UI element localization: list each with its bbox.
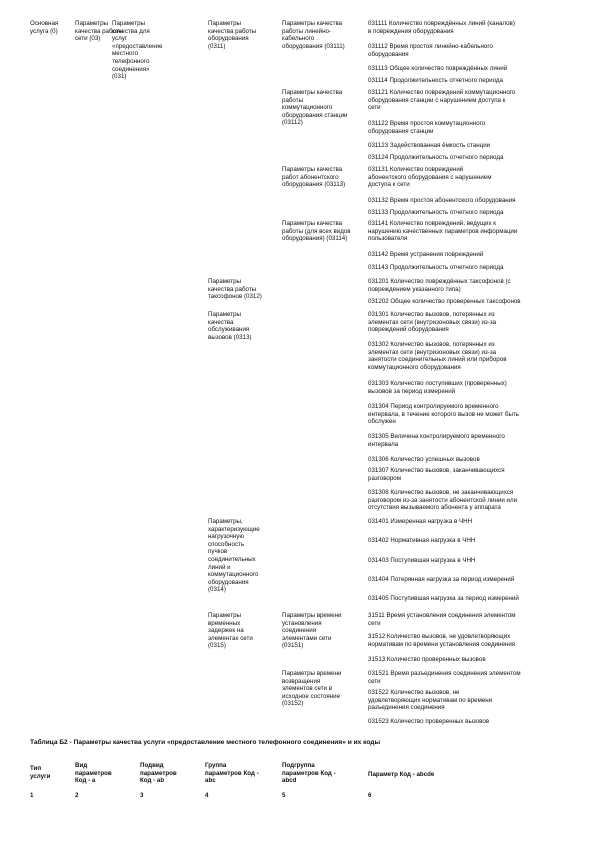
table-b2-caption: Таблица Б2 - Параметры качества услуги «предоставление местного телефонного соединения» и их коды [30, 739, 381, 746]
parameter-031522: 031522 Количество вызовов, не удовлетворяющих нормативам по времени разъединения соединения [368, 689, 493, 712]
param-group-0312: Параметры качества работы таксофонов (0312) [208, 278, 262, 301]
parameter-031132: 031132 Время простоя абонентского оборудования [368, 197, 516, 204]
parameter-31512: 31512 Количество вызовов, не удовлетворяющих нормативам по времени установления соединения [368, 633, 516, 648]
param-subgroup-03152: Параметры времени возвращения элементов сети в исходное состояние (03152) [282, 670, 342, 708]
parameter-031112: 031112 Время простоя линейно-кабельного оборудования [368, 43, 493, 58]
parameter-031401: 031401 Измеренная нагрузка в ЧНН [368, 518, 473, 525]
param-subgroup-03111: Параметры качества работы линейно- кабельного оборудования (03111) [282, 20, 345, 50]
parameter-031308: 031308 Количество вызовов, не заканчивающихся разговором из-за занятости абонентской линии или отсутствия вызываемого абонента у аппарата [368, 489, 518, 512]
param-group-0311: Параметры качества работы оборудования (0311) [208, 20, 257, 50]
parameter-031404: 031404 Потерянная нагрузка за период измерений [368, 576, 515, 583]
parameter-031133: 031133 Продолжительность отчетного периода [368, 209, 504, 216]
parameter-31511: 31511 Время установления соединения элементом сети [368, 612, 516, 627]
parameter-031124: 031124 Продолжительность отчетного периода [368, 154, 504, 161]
param-group-0313: Параметры качества обслуживания вызовов (0313) [208, 311, 252, 341]
parameter-031121: 031121 Количество повреждений коммутационного оборудования станции с нарушением доступа к сети [368, 89, 516, 112]
b2-column-number: 3 [140, 792, 144, 799]
param-subgroup-03112: Параметры качества работы коммутационного оборудования станции (03112) [282, 89, 348, 127]
parameter-031143: 031143 Продолжительность отчетного периода [368, 264, 504, 271]
b2-header-subgroup: Подгруппа параметров Код - abcd [282, 762, 336, 785]
param-group-0315: Параметры временных задержек на элементах сети (0315) [208, 612, 253, 650]
b2-column-number: 4 [205, 792, 209, 799]
parameter-031114: 031114 Продолжительность отчетного периода [368, 77, 503, 84]
parameter-031523: 031523 Количество проверенных вызовов [368, 718, 490, 725]
b2-header-subkind: Подвид параметров Код - ab [140, 762, 177, 785]
service-type-cell: Основная услуга (0) [30, 20, 59, 35]
b2-column-number: 1 [30, 792, 34, 799]
b2-header-group: Группа параметров Код - abc [205, 762, 259, 785]
b2-column-number: 6 [368, 792, 372, 799]
parameter-031301: 031301 Количество вызовов, потерянных из элементах сети (внутризоновых связи) из-за повреждений оборудования [368, 311, 497, 334]
parameter-031304: 031304 Период контролируемого временного интервала, в течение которого вызов не может быть обслужен [368, 403, 519, 426]
parameter-031141: 031141 Количество повреждений, ведущих к нарушению качественных параметров информации пользователя [368, 220, 518, 243]
b2-header-service-type: Тип услуги [30, 765, 51, 780]
parameter-031305: 031305 Величина контролируемого временного интервала [368, 433, 505, 448]
param-subgroup-03114: Параметры качества работы (для всех видов оборудования) (03114) [282, 220, 351, 243]
parameter-031142: 031142 Время устранения повреждений [368, 251, 484, 258]
parameter-031403: 031403 Поступившая нагрузка в ЧНН [368, 557, 476, 564]
b2-header-kind: Вид параметров Код - а [75, 762, 112, 785]
param-subgroup-03151: Параметры времени установления соединения элементами сети (03151) [282, 612, 342, 650]
b2-column-number: 5 [282, 792, 286, 799]
parameter-031113: 031113 Общее количество повреждённых линий [368, 65, 508, 72]
parameter-031122: 031122 Время простоя коммутационного оборудования станции [368, 120, 486, 135]
param-group-0314: Параметры, характеризующие нагрузочную способность пучков соединительных линий и коммутационного оборудования (0314) [208, 518, 260, 594]
parameter-031405: 031405 Поступившая нагрузка за период измерений [368, 595, 519, 602]
param-subgroup-03113: Параметры качества работ абонентского оборудования (03113) [282, 166, 346, 189]
parameter-031303: 031303 Количество поступивших (проверенных) вызовов за период измерений [368, 380, 507, 395]
parameter-031111: 031111 Количество повреждённых линий (каналов) в повреждения оборудования [368, 20, 515, 35]
parameter-031201: 031201 Количество повреждённых таксофонов (с повреждением указанного типа) [368, 278, 511, 293]
parameter-031302: 031302 Количество вызовов, потерянных из элементах сети (внутризоновых связи) из-за занятости соединительных линий или приборов коммутационного оборудования [368, 341, 507, 371]
parameter-031307: 031307 Количество вызовов, заканчивающихся разговором [368, 467, 505, 482]
b2-header-parameter: Параметр Код - abcde [368, 771, 435, 778]
param-kind-cell: Параметры качества работы сети (03) [75, 20, 124, 43]
parameter-031521: 031521 Время разъединения соединения элементом сети [368, 670, 521, 685]
parameter-31513: 31513 Количество проверенных вызовов [368, 656, 486, 663]
param-subkind-cell: Параметры качества для услуг «предоставление местного телефонного соединения» (031) [112, 20, 163, 81]
parameter-031402: 031402 Нормативная нагрузка в ЧНН [368, 537, 476, 544]
parameter-031306: 031306 Количество успешных вызовов [368, 456, 480, 463]
b2-column-number: 2 [75, 792, 79, 799]
parameter-031202: 031202 Общее количество проверенных таксофонов [368, 298, 521, 305]
parameter-031123: 031123 Задействованная ёмкость станции [368, 142, 491, 149]
parameter-031131: 031131 Количество повреждений абонентского оборудования с нарушением доступа к сети [368, 166, 492, 189]
